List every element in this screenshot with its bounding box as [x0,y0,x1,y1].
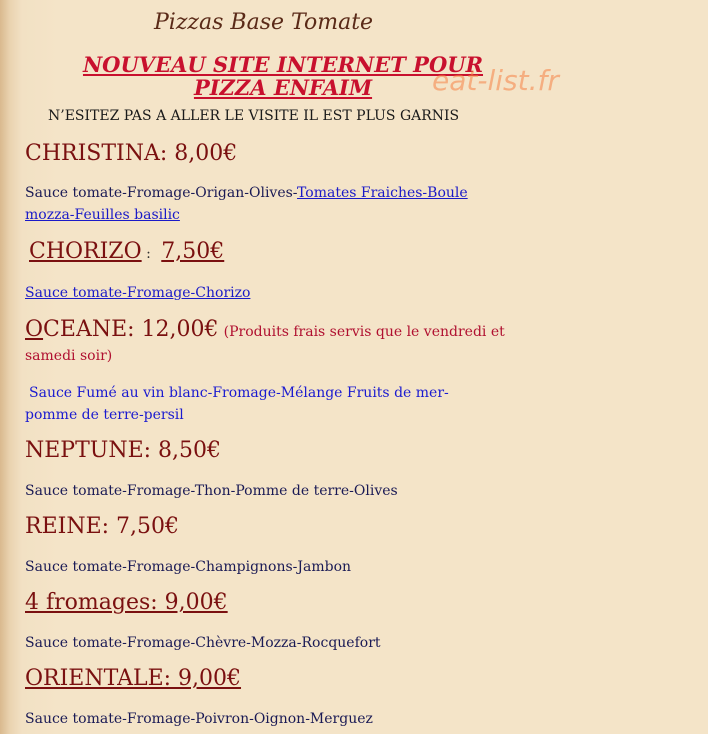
pizza-name-neptune: NEPTUNE: 8,50€ [25,438,222,463]
visit-notice: N’ESITEZ PAS A ALLER LE VISITE IL EST PLUS GARNIS [48,108,460,124]
pizza-name-chorizo [29,239,224,264]
page-title: Pizzas Base Tomate [154,10,374,35]
pizza-ingredients-oceane: Sauce Fumé au vin blanc-Fromage-Mélange Fruits de mer-pomme de terre-persil [25,385,449,423]
announcement-line-2[interactable]: PIZZA ENFAIM [193,75,373,100]
pizza-ingredients-4-fromages: Sauce tomate-Fromage-Chèvre-Mozza-Rocquefort [25,635,381,651]
pizza-oceane-block [25,318,515,367]
pizza-price-chorizo: 7,50€ [161,239,225,264]
pizza-note-oceane: (Produits frais servis que le vendredi et samedi soir) [25,324,505,364]
ingredients-link[interactable]: Tomates Fraiches-Boule mozza-Feuilles basilic [25,185,468,223]
pizza-ingredients-chorizo[interactable] [25,282,505,304]
ingredients-plain: Sauce tomate-Fromage-Origan-Olives- [25,185,298,201]
pizza-name-oceane: CEANE: 12,00€ [43,317,219,342]
pizza-name-oceane-initial: O [25,317,44,342]
pizza-name-christina: CHRISTINA: 8,00€ [25,141,238,166]
pizza-name-orientale: ORIENTALE: 9,00€ [25,666,242,691]
pizza-name-chorizo-label: CHORIZO [29,239,142,264]
pizza-name-4-fromages: 4 fromages: 9,00€ [25,590,228,615]
watermark: eat-list.fr [432,64,559,97]
pizza-ingredients-neptune: Sauce tomate-Fromage-Thon-Pomme de terre-Olives [25,483,398,499]
pizza-name-separator: : [141,246,156,262]
ingredients-link[interactable]: Sauce tomate-Fromage-Chorizo [25,285,251,301]
pizza-ingredients-christina [25,182,505,226]
pizza-ingredients-reine: Sauce tomate-Fromage-Champignons-Jambon [25,559,352,575]
pizza-ingredients-orientale: Sauce tomate-Fromage-Poivron-Oignon-Merguez [25,711,373,727]
announcement-line-1[interactable]: NOUVEAU SITE INTERNET POUR [82,52,484,77]
pizza-name-reine: REINE: 7,50€ [25,514,180,539]
